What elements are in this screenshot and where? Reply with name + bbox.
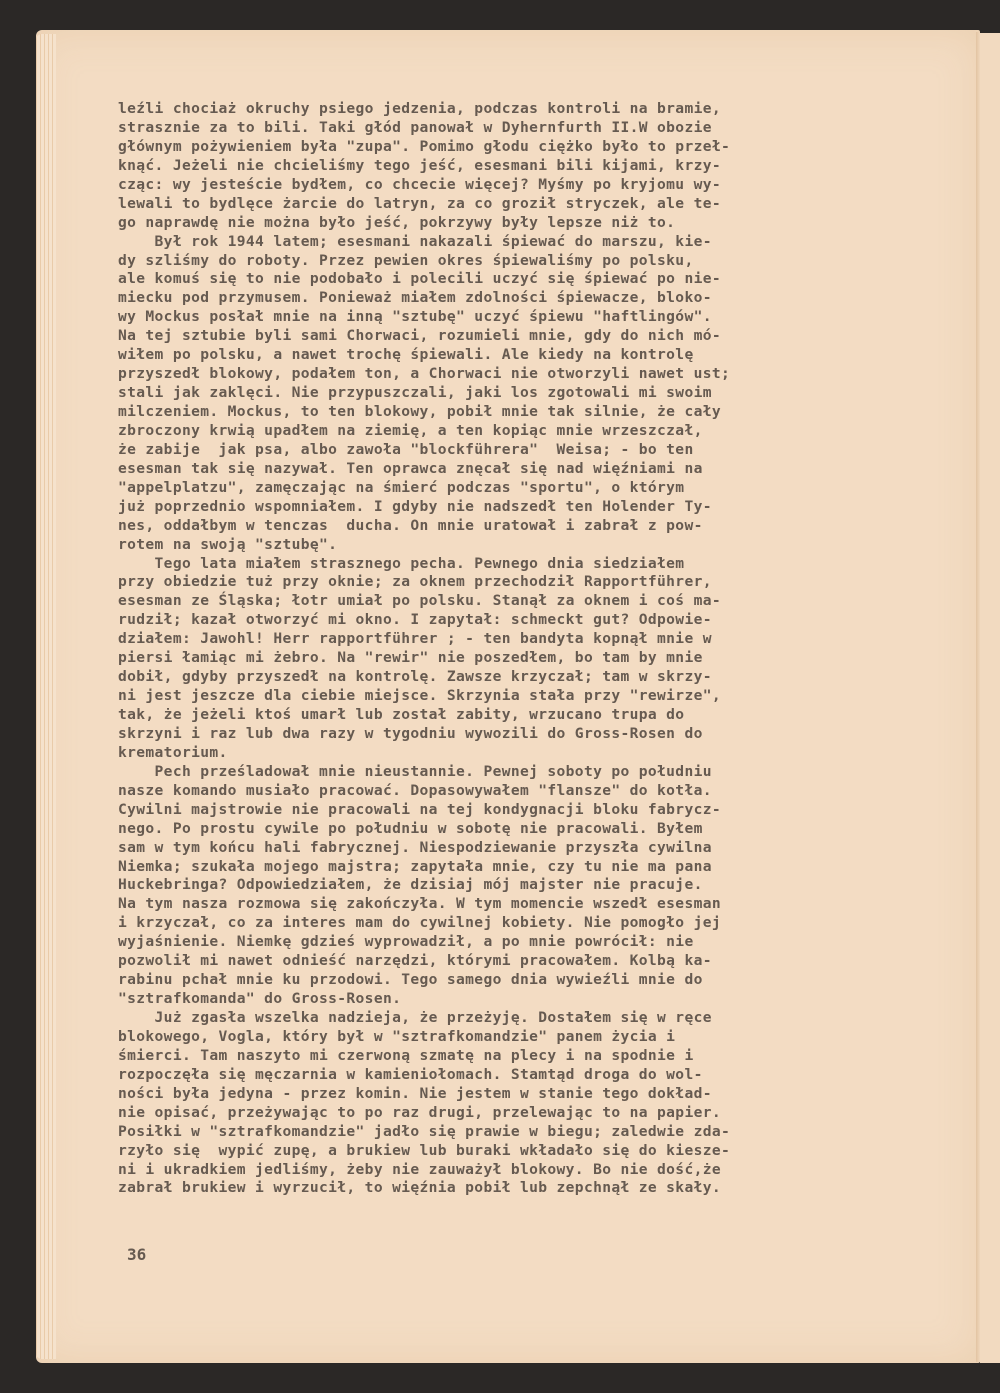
body-text: [118, 100, 918, 1198]
text-line: już poprzednio wspomniałem. I gdyby nie nadszedł ten Holender Ty-: [118, 497, 712, 515]
text-line: nie opisać, przeżywając to po raz drugi, przelewając to na papier.: [118, 1103, 721, 1121]
page-stack-edges: [36, 34, 56, 1359]
text-line: śmierci. Tam naszyto mi czerwoną szmatę na plecy i na spodnie i: [118, 1046, 694, 1064]
text-line: go naprawdę nie można było jeść, pokrzywy były lepsze niż to.: [118, 213, 676, 231]
text-line: "sztrafkomanda" do Gross-Rosen.: [118, 990, 402, 1008]
text-line: esesman tak się nazywał. Ten oprawca znęcał się nad więźniami na: [118, 459, 703, 477]
text-line: skrzyni i raz lub dwa razy w tygodniu wywozili do Gross-Rosen do: [118, 724, 703, 742]
text-line: Już zgasła wszelka nadzieja, że przeżyję. Dostałem się w ręce: [118, 1009, 712, 1026]
text-line: lewali to bydlęce żarcie do latryn, za co groził stryczek, ale te-: [118, 194, 721, 212]
text-line: że zabije jak psa, albo zawoła "blockführera" Weisa; - bo ten: [118, 440, 694, 458]
text-line: tak, że jeżeli ktoś umarł lub został zabity, wrzucano trupa do: [118, 706, 685, 723]
text-line: leźli chociaż okruchy psiego jedzenia, podczas kontroli na bramie,: [118, 100, 721, 117]
text-line: nes, oddałbym w tenczas ducha. On mnie uratował i zabrał z pow-: [118, 516, 703, 534]
text-line: miecku pod przymusem. Ponieważ miałem zdolności śpiewacze, bloko-: [118, 289, 712, 307]
text-line: rabinu pchał mnie ku przodowi. Tego samego dnia wywieźli mnie do: [118, 971, 703, 989]
text-line: milczeniem. Mockus, to ten blokowy, pobił mnie tak silnie, że cały: [118, 403, 721, 420]
text-line: esesman ze Śląska; łotr umiał po polsku. Stanął za oknem i coś ma-: [118, 592, 721, 610]
text-line: rudził; kazał otworzyć mi okno. I zapytał: schmeckt gut? Odpowie-: [118, 611, 712, 629]
text-line: Był rok 1944 latem; esesmani nakazali śpiewać do marszu, kie-: [118, 232, 712, 250]
text-line: stali jak zaklęci. Nie przypuszczali, jaki los zgotowali mi swoim: [118, 384, 712, 402]
text-line: Huckebringa? Odpowiedziałem, że dzisiaj mój majster nie pracuje.: [118, 876, 703, 894]
text-line: blokowego, Vogla, który był w "sztrafkomandzie" panem życia i: [118, 1027, 676, 1045]
text-line: Pech prześladował mnie nieustannie. Pewnej soboty po południu: [118, 762, 712, 780]
text-line: rozpoczęła się męczarnia w kamieniołomach. Stamtąd droga do wol-: [118, 1065, 703, 1083]
text-line: i krzyczał, co za interes mam do cywilnej kobiety. Nie pomogło jej: [118, 914, 721, 932]
text-line: wiłem po polsku, a nawet trochę śpiewali. Ale kiedy na kontrolę: [118, 346, 694, 364]
text-line: ności była jedyna - przez komin. Nie jestem w stanie tego dokład-: [118, 1084, 712, 1102]
facing-page-edge: [980, 33, 1000, 1363]
text-line: przy obiedzie tuż przy oknie; za oknem przechodził Rapportführer,: [118, 573, 712, 591]
text-line: wyjaśnienie. Niemkę gdzieś wyprowadził, a po mnie powrócił: nie: [118, 933, 694, 951]
text-line: Na tym nasza rozmowa się zakończyła. W tym momencie wszedł esesman: [118, 895, 721, 913]
text-line: przyszedł blokowy, podałem ton, a Chorwaci nie otworzyli nawet ust;: [118, 365, 731, 383]
text-line: dobił, gdyby przyszedł na kontrolę. Zawsze krzyczał; tam w skrzy-: [118, 668, 712, 686]
text-line: knąć. Jeżeli nie chcieliśmy tego jeść, esesmani bili kijami, krzy-: [118, 156, 721, 174]
text-line: zabrał brukiew i wyrzucił, to więźnia pobił lub zepchnął ze skały.: [118, 1179, 721, 1197]
text-line: Posiłki w "sztrafkomandzie" jadło się prawie w biegu; zaledwie zda-: [118, 1122, 731, 1140]
text-line: ni i ukradkiem jedliśmy, żeby nie zauważył blokowy. Bo nie dość,że: [118, 1160, 721, 1178]
text-line: Cywilni majstrowie nie pracowali na tej kondygnacji bloku fabrycz-: [118, 800, 721, 818]
text-line: krematorium.: [118, 743, 228, 761]
text-line: cząc: wy jesteście bydłem, co chcecie więcej? Myśmy po kryjomu wy-: [118, 175, 721, 193]
text-line: dy szliśmy do roboty. Przez pewien okres śpiewaliśmy po polsku,: [118, 251, 694, 269]
page-number: 36: [127, 1245, 147, 1264]
text-line: ni jest jeszcze dla ciebie miejsce. Skrzynia stała przy "rewirze",: [118, 687, 721, 705]
text-line: nego. Po prostu cywile po południu w sobotę nie pracowali. Byłem: [118, 819, 703, 837]
text-line: rzyło się wypić zupę, a brukiew lub buraki wkładało się do kiesze-: [118, 1141, 731, 1159]
text-line: "appelplatzu", zamęczając na śmierć podczas "sportu", o którym: [118, 478, 685, 496]
text-line: zbroczony krwią upadłem na ziemię, a ten kopiąc mnie wrzeszczał,: [118, 421, 703, 439]
text-line: Niemka; szukała mojego majstra; zapytała mnie, czy tu nie ma pana: [118, 857, 712, 875]
text-line: działem: Jawohl! Herr rapportführer ; - ten bandyta kopnął mnie w: [118, 630, 712, 648]
text-line: głównym pożywieniem była "zupa". Pomimo głodu ciężko było to przeł-: [118, 137, 731, 155]
text-line: nasze komando musiało pracować. Dopasowywałem "flansze" do kotła.: [118, 781, 712, 799]
text-line: ale komuś się to nie podobało i polecili uczyć się śpiewać po nie-: [118, 270, 721, 288]
text-line: pozwolił mi nawet odnieść narzędzi, którymi pracowałem. Kolbą ka-: [118, 952, 712, 970]
text-line: Na tej sztubie byli sami Chorwaci, rozumieli mnie, gdy do nich mó-: [118, 327, 721, 345]
text-line: piersi łamiąc mi żebro. Na "rewir" nie poszedłem, bo tam by mnie: [118, 649, 703, 667]
text-line: Tego lata miałem strasznego pecha. Pewnego dnia siedziałem: [118, 554, 685, 572]
text-line: wy Mockus posłał mnie na inną "sztubę" uczyć śpiewu "haftlingów".: [118, 308, 712, 326]
text-line: strasznie za to bili. Taki głód panował w Dyhernfurth II.W obozie: [118, 118, 712, 136]
text-line: rotem na swoją "sztubę".: [118, 535, 338, 553]
text-line: sam w tym końcu hali fabrycznej. Niespodziewanie przyszła cywilna: [118, 838, 712, 856]
